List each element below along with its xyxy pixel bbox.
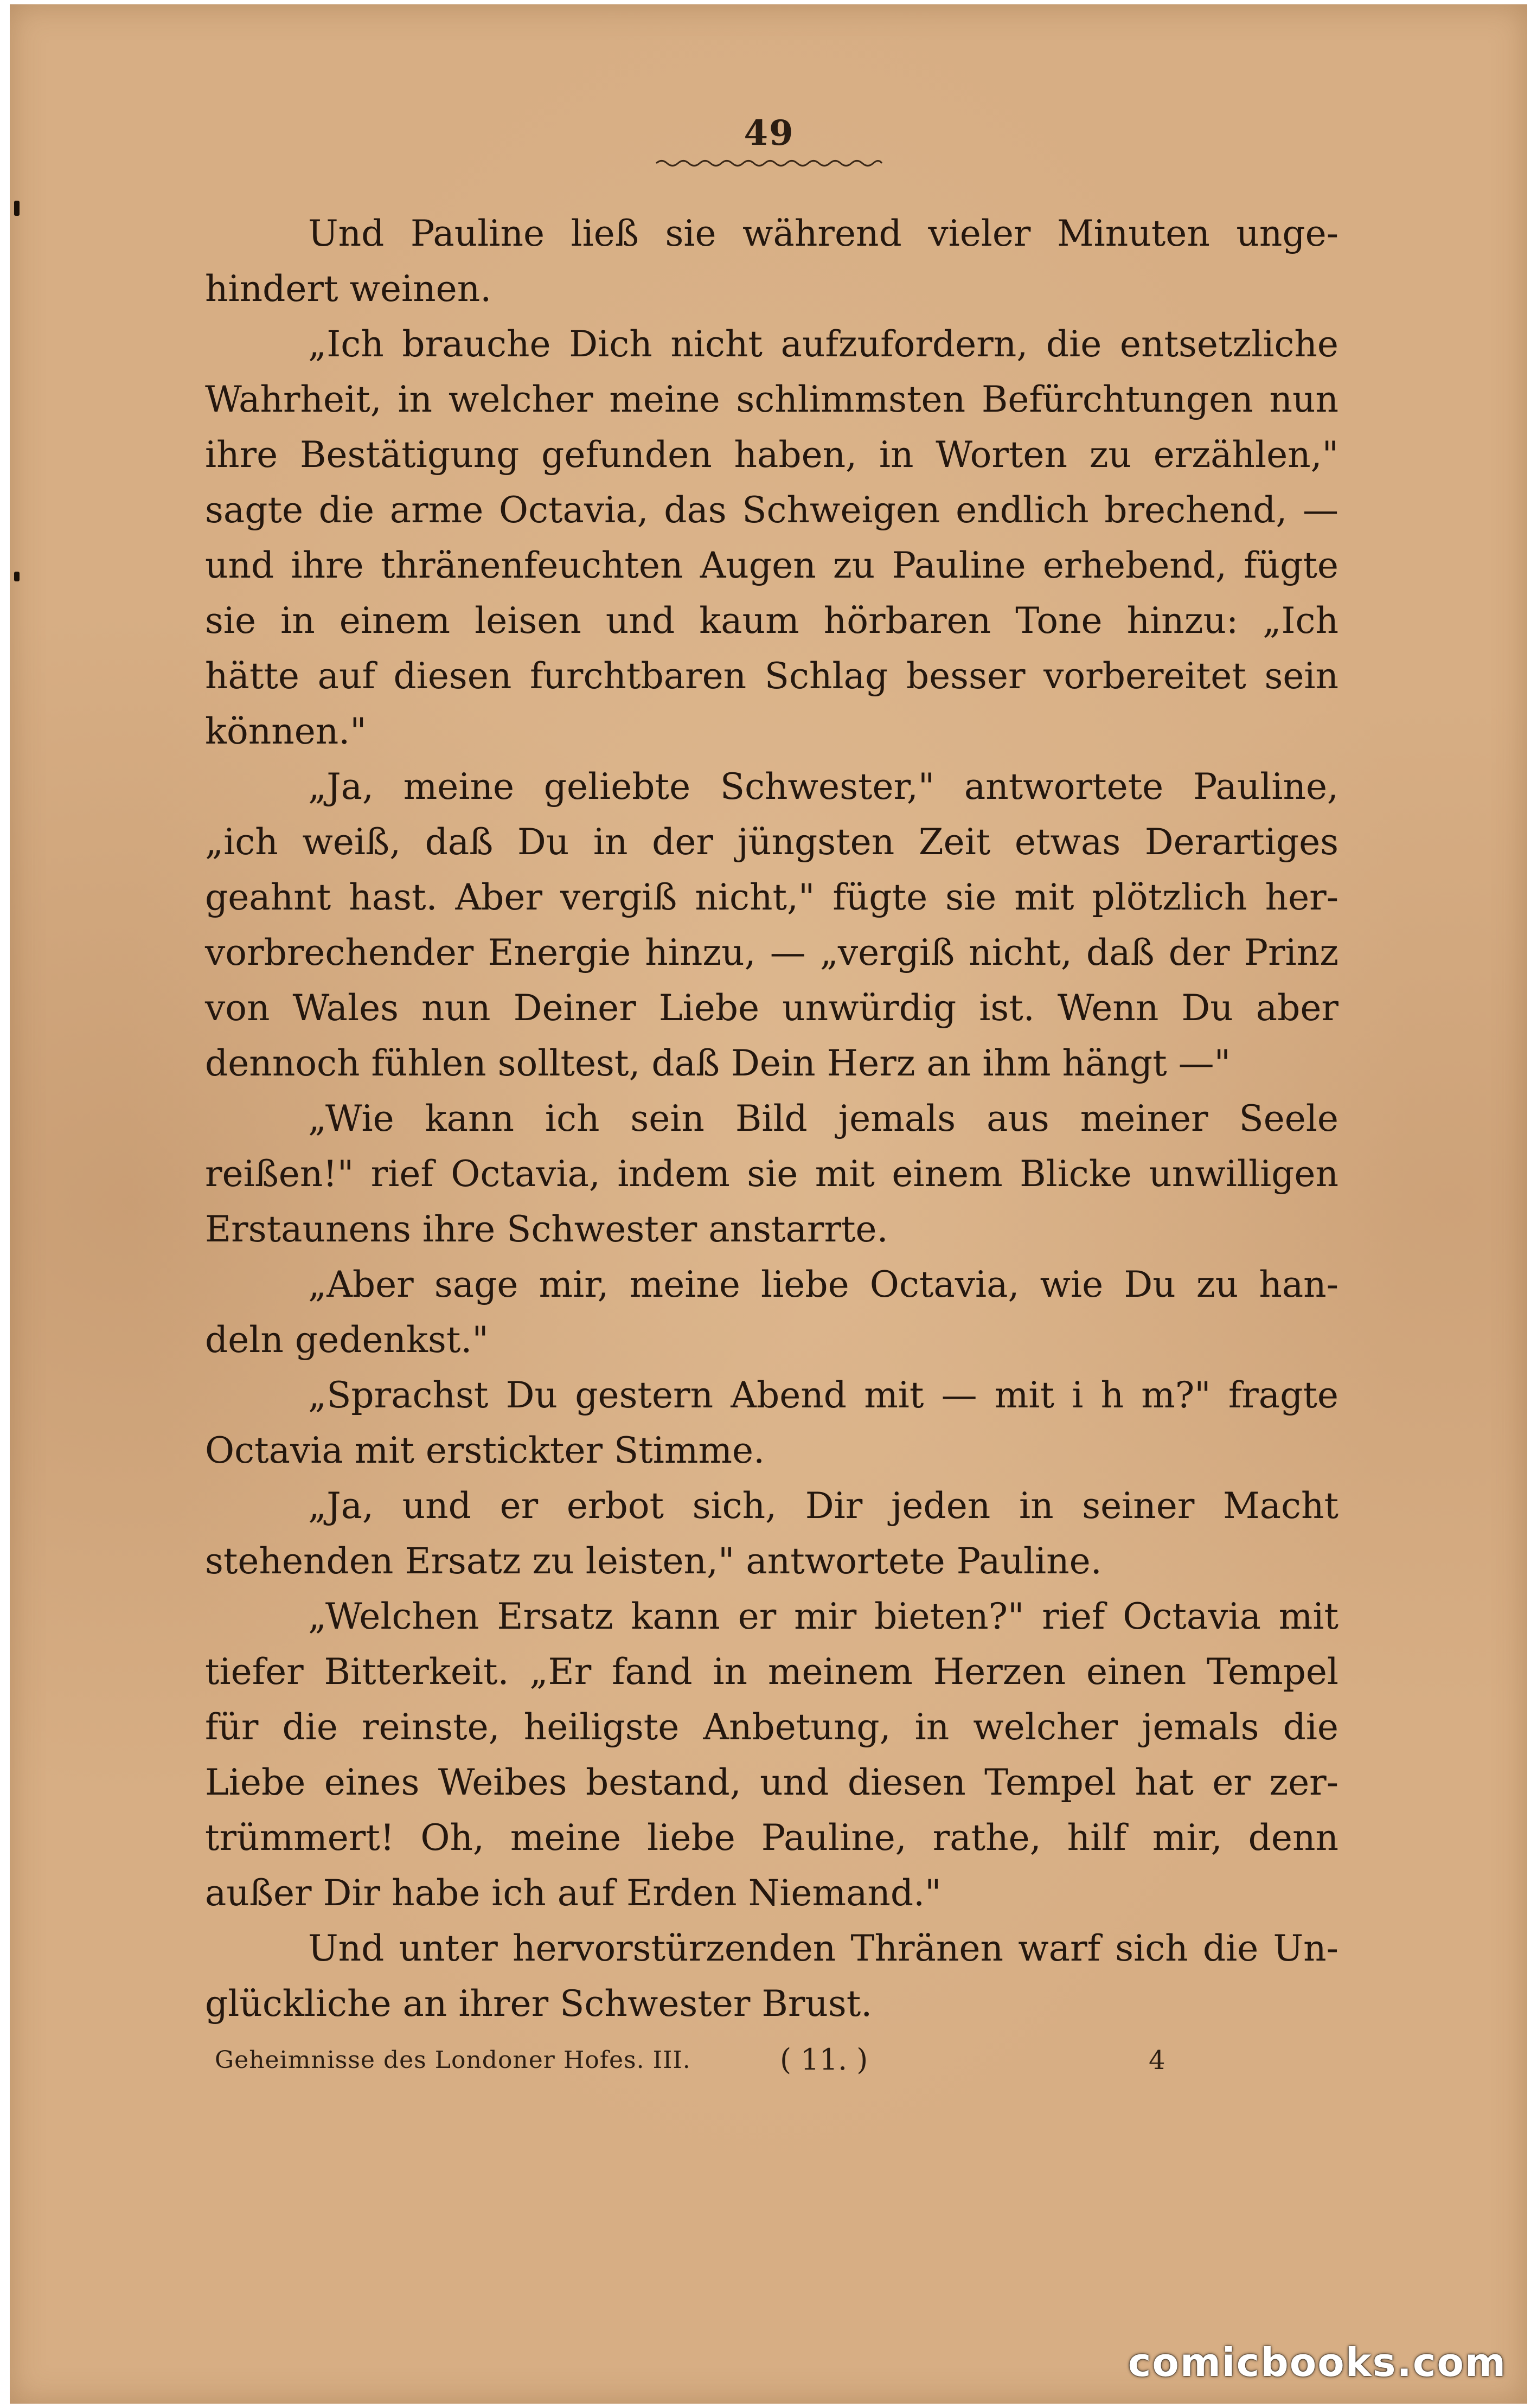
text-line: deln gedenkst." [205,1319,489,1361]
text-line: für die reinste, heiligste Anbetung, in welcher jemals die [205,1706,1339,1748]
text-line: „Ja, und er erbot sich, Dir jeden in seiner Macht [308,1485,1339,1527]
text-line: Liebe eines Weibes bestand, und diesen Tempel hat er zer- [205,1762,1339,1803]
text-line: dennoch fühlen solltest, daß Dein Herz an ihm hängt —" [205,1042,1231,1084]
text-line: Und unter hervorstürzenden Thränen warf sich die Un- [308,1927,1339,1969]
text-line: und ihre thränenfeuchten Augen zu Pauline erhebend, fügte [205,545,1339,586]
text-line: Und Pauline ließ sie während vieler Minuten unge- [308,213,1339,254]
body-text [205,206,1339,2032]
text-line: vorbrechender Energie hinzu, — „vergiß nicht, daß der Prinz [205,932,1339,974]
text-line: tiefer Bitterkeit. „Er fand in meinem Herzen einen Tempel [205,1651,1339,1693]
page-number: 49 [744,113,795,153]
text-line: hindert weinen. [205,268,492,310]
text-line: Wahrheit, in welcher meine schlimmsten Befürchtungen nun [205,379,1339,420]
text-line: Octavia mit erstickter Stimme. [205,1430,765,1471]
text-line: glückliche an ihrer Schwester Brust. [205,1983,873,2025]
text-line: Erstaunens ihre Schwester anstarrte. [205,1208,888,1250]
text-line: „Ja, meine geliebte Schwester," antwortete Pauline, [308,766,1339,808]
text-line: „Ich brauche Dich nicht aufzufordern, die entsetzliche [308,323,1339,365]
text-line: „ich weiß, daß Du in der jüngsten Zeit etwas Derartiges [205,821,1339,863]
text-line: von Wales nun Deiner Liebe unwürdig ist. Wenn Du aber [205,987,1339,1029]
text-line: geahnt hast. Aber vergiß nicht," fügte sie mit plötzlich her- [205,876,1339,918]
book-page [10,4,1527,2404]
watermark-logo: comicbooks.com [1128,2340,1507,2385]
text-line: trümmert! Oh, meine liebe Pauline, rathe, hilf mir, denn [205,1817,1339,1859]
text-line: stehenden Ersatz zu leisten," antwortete Pauline. [205,1540,1102,1582]
text-line: hätte auf diesen furchtbaren Schlag besser vorbereitet sein [205,655,1339,697]
text-line: können." [205,710,367,752]
text-line: reißen!" rief Octavia, indem sie mit einem Blicke unwilligen [205,1153,1339,1195]
text-line: sagte die arme Octavia, das Schweigen endlich brechend, — [205,489,1339,531]
footer-signature: ( 11. ) [780,2042,868,2077]
text-line: sie in einem leisen und kaum hörbaren Tone hinzu: „Ich [205,600,1339,642]
footer-book-title: Geheimnisse des Londoner Hofes. III. [215,2046,691,2074]
wavy-ornament [655,157,883,169]
text-line: „Wie kann ich sein Bild jemals aus meiner Seele [308,1098,1339,1139]
text-line: außer Dir habe ich auf Erden Niemand." [205,1872,942,1914]
text-line: ihre Bestätigung gefunden haben, in Worten zu erzählen," [205,434,1339,476]
footer-sheet-number: 4 [1149,2045,1165,2076]
text-line: „Sprachst Du gestern Abend mit — mit i h m?" fragte [308,1374,1339,1416]
margin-mark [14,572,20,581]
text-line: „Welchen Ersatz kann er mir bieten?" rief Octavia mit [308,1596,1339,1637]
text-line: „Aber sage mir, meine liebe Octavia, wie Du zu han- [308,1264,1339,1305]
margin-mark [14,201,20,216]
